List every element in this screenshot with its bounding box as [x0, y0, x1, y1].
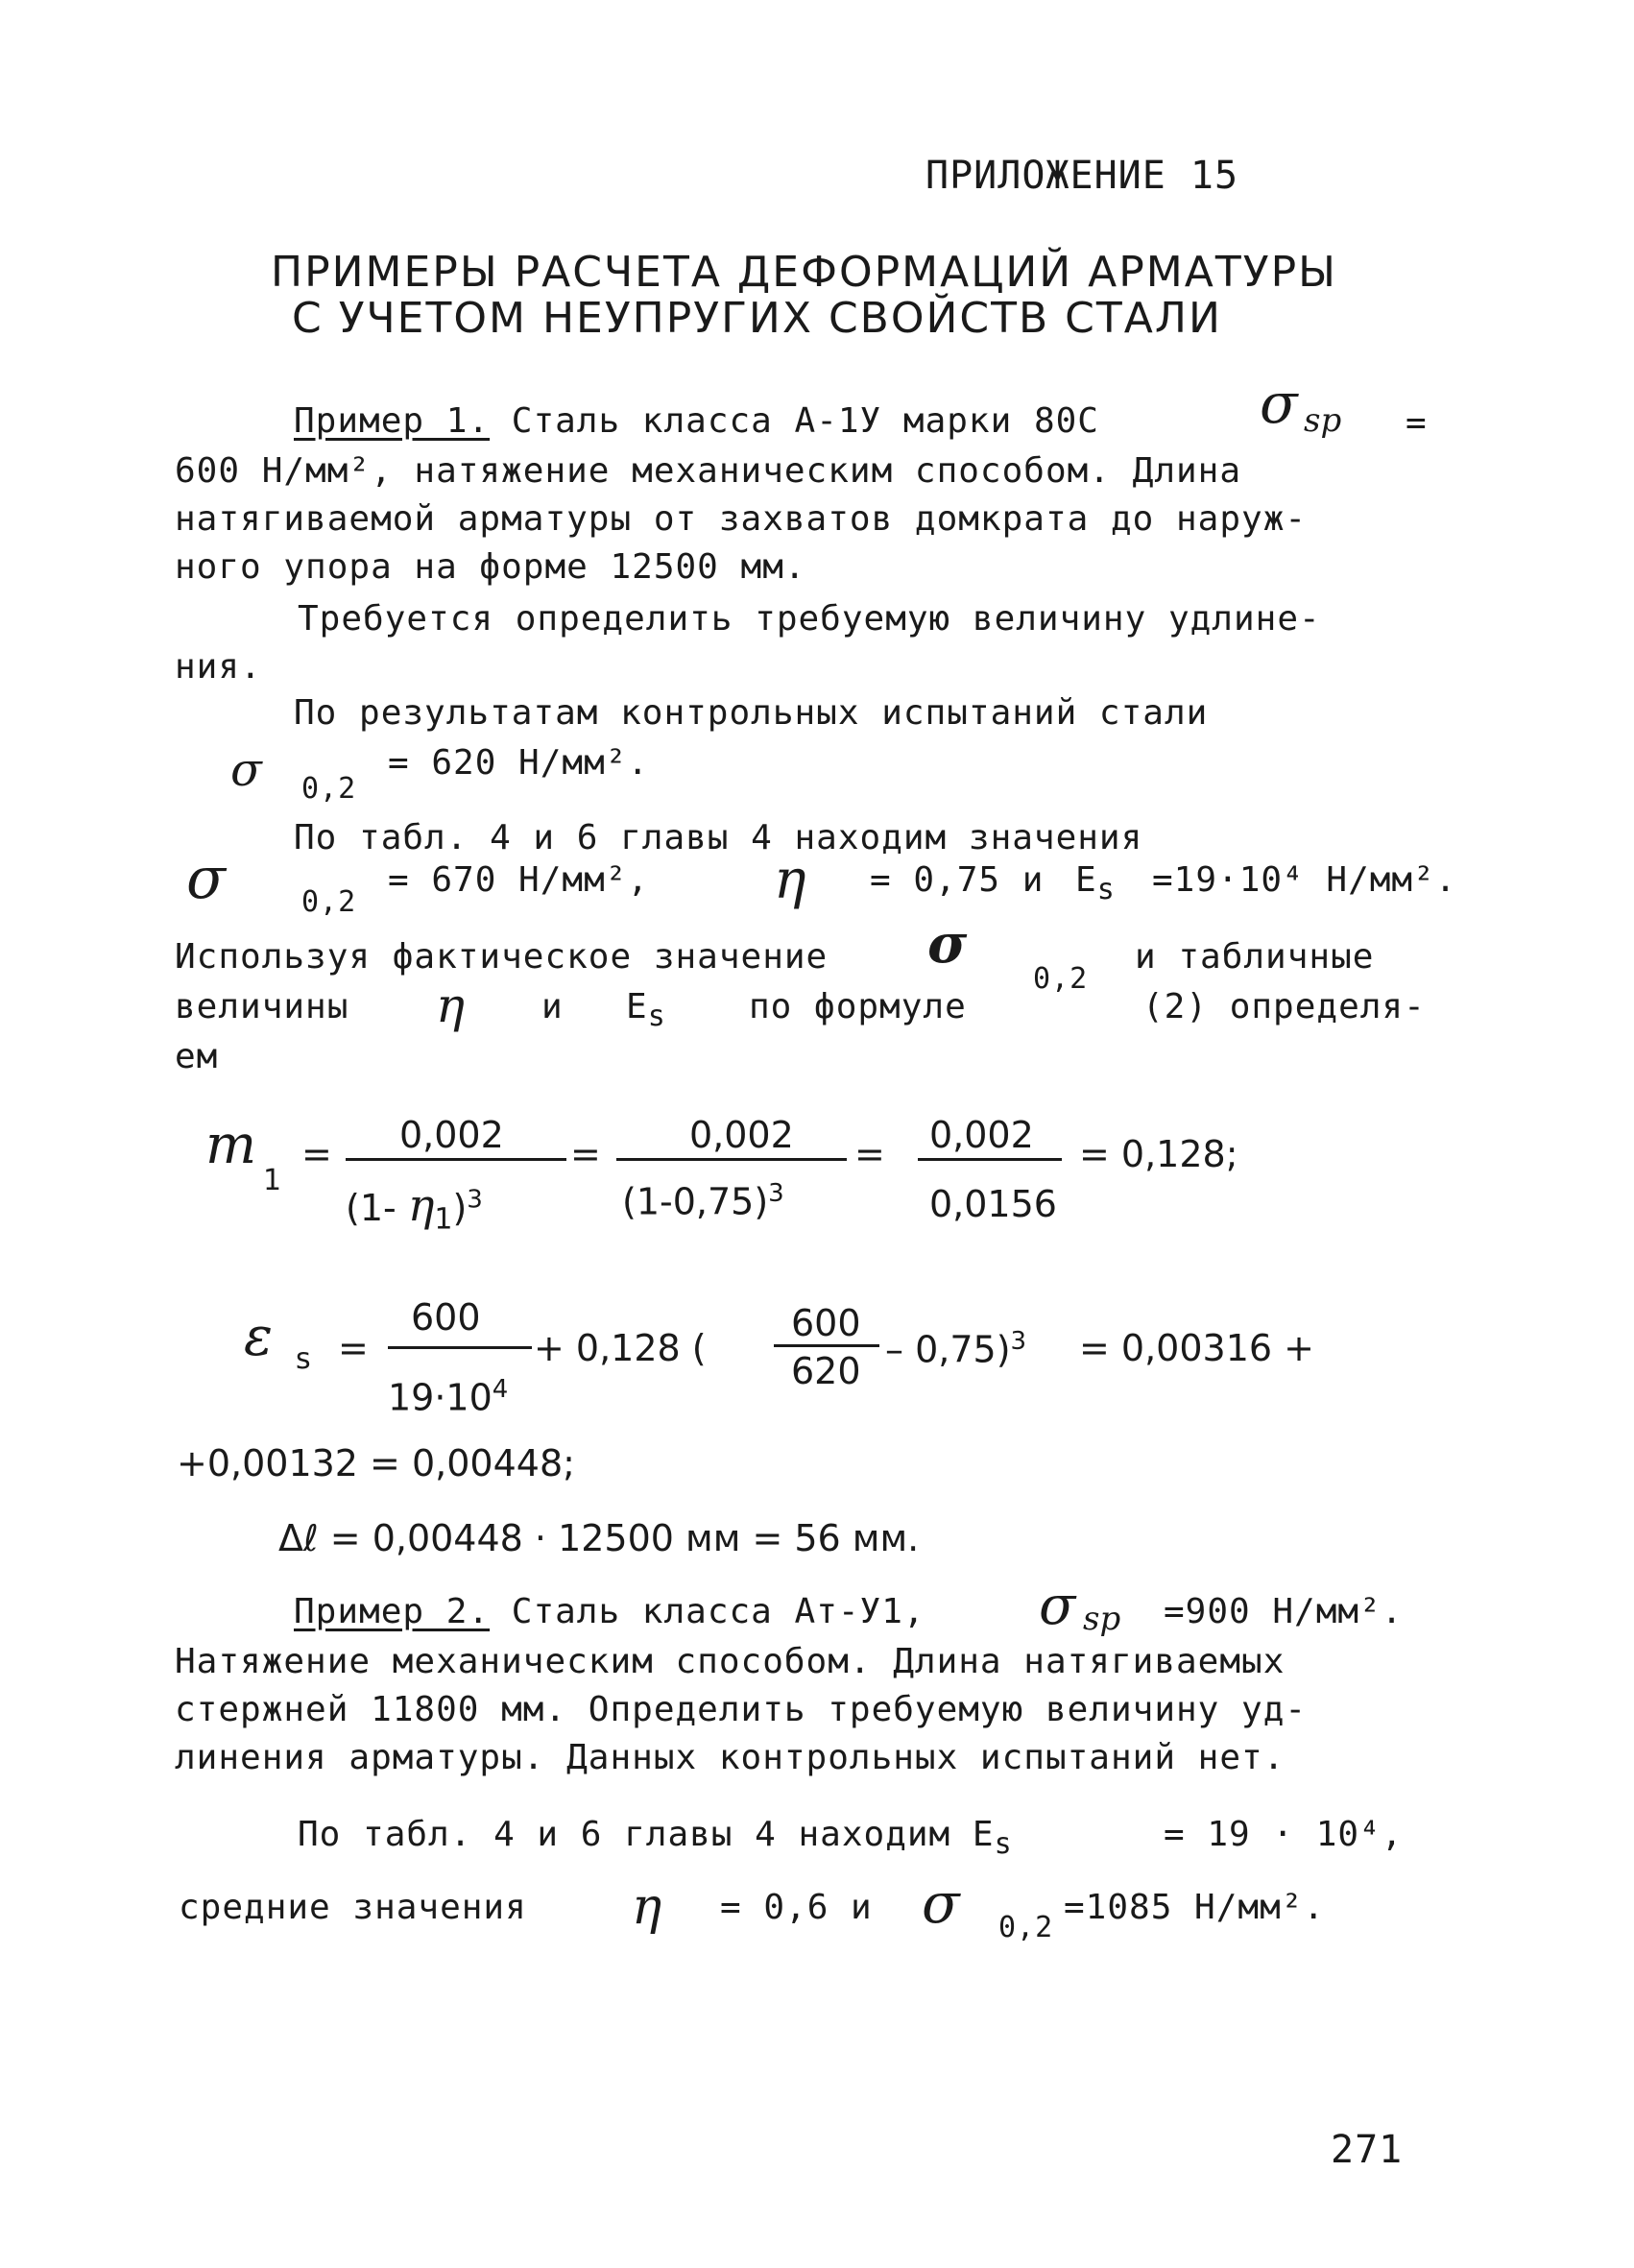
frac4-numerator: 600: [411, 1296, 481, 1339]
example2-text2: =900 Н/мм².: [1164, 1592, 1404, 1631]
frac2-numerator: 0,002: [689, 1114, 794, 1156]
title-line-1: ПРИМЕРЫ РАСЧЕТА ДЕФОРМАЦИЙ АРМАТУРЫ: [271, 248, 1337, 297]
example1-para3-line2: = 620 Н/мм².: [388, 743, 650, 783]
es-symbol-2: [626, 987, 666, 1033]
frac2-denominator: [622, 1179, 784, 1223]
example1-text: Сталь класса А-1У марки 80С: [511, 401, 1099, 441]
sigma-symbol-4: σ: [922, 1870, 960, 1936]
title-line-2: С УЧЕТОМ НЕУПРУГИХ СВОЙСТВ СТАЛИ: [292, 294, 1222, 343]
appendix-heading: ПРИЛОЖЕНИЕ 15: [925, 154, 1239, 198]
eps-symbol: ε: [244, 1306, 274, 1368]
example1-para4-line1: По табл. 4 и 6 главы 4 находим значения: [294, 818, 1143, 857]
frac1-denominator: [346, 1179, 483, 1237]
frac4-denominator: [388, 1375, 508, 1419]
example1-para2-line2: ния.: [175, 647, 262, 687]
frac3-numerator: 0,002: [929, 1114, 1034, 1156]
example2-line2: Натяжение механическим способом. Длина натягиваемых: [175, 1642, 1286, 1681]
formula2-tail-power: 3: [1010, 1327, 1027, 1356]
eq-4: =: [338, 1327, 369, 1369]
frac2-den-power: 3: [768, 1179, 784, 1208]
eq-sign: =: [1406, 403, 1428, 443]
eta-symbol-1: η: [774, 849, 806, 911]
example2-text1: Сталь класса Ат-У1,: [511, 1592, 925, 1631]
eq-3: =: [854, 1133, 885, 1175]
sigma-symbol-1: σ: [230, 743, 262, 797]
eta-symbol-4: η: [632, 1878, 662, 1936]
example1-para5-line2c: по формуле: [749, 987, 967, 1026]
example1-para3-line1: По результатам контрольных испытаний стали: [294, 693, 1209, 733]
sigma-subscript-4: 0,2: [998, 1911, 1054, 1944]
example1-line3: натягиваемой арматуры от захватов домкрата до наруж-: [175, 499, 1308, 539]
example1-para5-line2d: (2) определя-: [1142, 987, 1426, 1026]
eta-symbol-2: η: [436, 977, 465, 1033]
frac3-bar: [918, 1158, 1062, 1161]
sigma-symbol-2: σ: [186, 845, 226, 912]
sigma-subscript-3: 0,2: [1033, 962, 1089, 996]
sigma-sp-subscript: sp: [1304, 401, 1342, 440]
frac1-den-power: 3: [467, 1185, 483, 1215]
formula2-tail: [885, 1327, 1026, 1371]
formula2-mid: + 0,128 (: [534, 1327, 707, 1369]
example1-para5-line1b: и табличные: [1135, 937, 1375, 977]
es-symbol-1: [1075, 860, 1116, 906]
example2-line4: линения арматуры. Данных контрольных испытаний нет.: [175, 1738, 1286, 1777]
sigma-sp-symbol: σ: [1260, 371, 1298, 436]
example1-line4: ного упора на форме 12500 мм.: [175, 547, 806, 587]
m1-symbol: m: [205, 1114, 257, 1176]
frac2-den-text: (1-0,75): [622, 1180, 769, 1223]
formula2-line2: +0,00132 = 0,00448;: [177, 1442, 575, 1484]
formula2-result: = 0,00316 +: [1079, 1327, 1314, 1369]
frac1-numerator: 0,002: [399, 1114, 504, 1156]
frac2-bar: [616, 1158, 847, 1161]
sigma-subscript-2: 0,2: [301, 885, 357, 919]
sigma-sp-symbol-2: σ: [1039, 1575, 1076, 1637]
frac4-den-power: 4: [492, 1375, 509, 1404]
example1-para5-line3: ем: [175, 1037, 219, 1076]
eta-subscript-3: 1: [434, 1202, 453, 1237]
example2-para2-line2c: =1085 Н/мм².: [1064, 1888, 1326, 1927]
formula2-tail-text: – 0,75): [885, 1328, 1011, 1371]
es-letter-2: E: [626, 987, 648, 1026]
example1-para5-line2a: величины: [175, 987, 349, 1026]
example2-para2-line1: [298, 1815, 1013, 1861]
example1-block-line1: [294, 401, 1099, 441]
sigma-symbol-3: σ: [927, 912, 968, 976]
example1-para5-line1a: Используя фактическое значение: [175, 937, 829, 977]
example1-para4-value2: = 0,75 и: [870, 860, 1045, 900]
frac5-numerator: 600: [791, 1302, 861, 1344]
example2-line3: стержней 11800 мм. Определить требуемую величину уд-: [175, 1690, 1308, 1729]
example2-para2-text: По табл. 4 и 6 главы 4 находим E: [298, 1815, 995, 1854]
frac3-denominator: 0,0156: [929, 1183, 1057, 1225]
frac5-bar: [774, 1344, 879, 1347]
example2-para2-value: = 19 · 10⁴,: [1164, 1815, 1404, 1854]
frac1-bar: [346, 1158, 566, 1161]
sigma-subscript-1: 0,2: [301, 772, 357, 806]
frac1-den-close: ): [452, 1187, 468, 1229]
eq-2: =: [570, 1133, 601, 1175]
es-letter: E: [1075, 860, 1097, 900]
page-number: 271: [1331, 2128, 1404, 2172]
eq-1: =: [301, 1133, 332, 1175]
example1-line2: 600 Н/мм², натяжение механическим способом. Длина: [175, 451, 1242, 491]
example1-para2-line1: Требуется определить требуемую величину удлине-: [298, 599, 1321, 639]
example1-para5-line2b: и: [541, 987, 564, 1026]
example1-para4-value1: = 670 Н/мм²,: [388, 860, 650, 900]
example1-label: Пример 1.: [294, 401, 491, 441]
example2-block-line1: [294, 1592, 925, 1631]
frac5-denominator: 620: [791, 1350, 861, 1392]
frac4-bar: [388, 1346, 532, 1349]
example2-para2-line2a: средние значения: [179, 1888, 527, 1927]
eta-symbol-3: η: [407, 1179, 435, 1231]
frac4-den-text: 19·10: [388, 1376, 493, 1419]
frac1-den-open: (1-: [346, 1187, 396, 1229]
m1-result: = 0,128;: [1079, 1133, 1238, 1175]
example1-para4-value3: =19·10⁴ Н/мм².: [1152, 860, 1457, 900]
es-subscript-2: s: [647, 1000, 666, 1034]
es-subscript-3: s: [994, 1827, 1013, 1862]
es-subscript: s: [1096, 873, 1116, 907]
eps-subscript: s: [296, 1342, 311, 1376]
m1-subscript: 1: [263, 1164, 282, 1197]
example2-label: Пример 2.: [294, 1592, 491, 1631]
delta-l-line: Δℓ = 0,00448 · 12500 мм = 56 мм.: [278, 1517, 920, 1559]
sigma-sp-subscript-2: sp: [1083, 1600, 1121, 1638]
example2-para2-line2b: = 0,6 и: [720, 1888, 873, 1927]
